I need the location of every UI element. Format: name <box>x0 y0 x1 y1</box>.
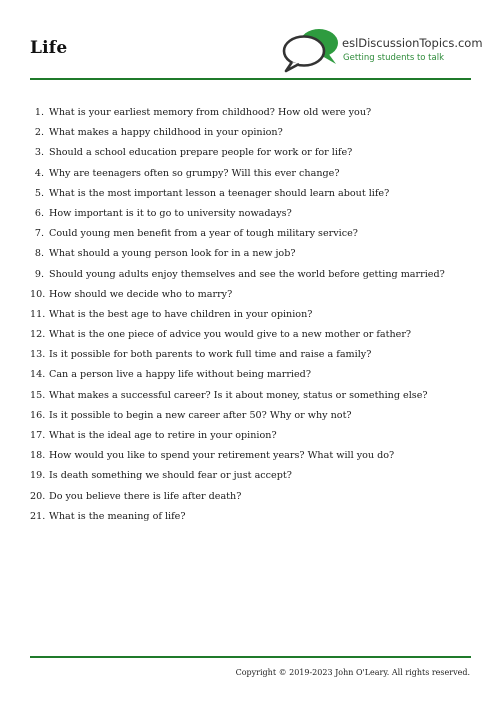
question-number: 13. <box>30 349 46 361</box>
header-divider <box>30 78 471 80</box>
question-item <box>30 187 470 207</box>
question-text: Could young men benefit from a year of tough military service? <box>49 228 358 240</box>
question-item <box>30 308 470 328</box>
question-item <box>30 429 470 449</box>
speech-bubbles-icon <box>280 26 342 74</box>
question-item <box>30 288 470 308</box>
question-text: Can a person live a happy life without being married? <box>49 369 311 381</box>
question-text: How would you like to spend your retirement years? What will you do? <box>49 450 395 462</box>
question-item <box>30 167 470 187</box>
question-text: Is death something we should fear or just accept? <box>49 470 292 482</box>
question-item <box>30 409 470 429</box>
footer-divider <box>30 656 471 658</box>
question-number: 8. <box>34 248 44 260</box>
question-text: Why are teenagers often so grumpy? Will this ever change? <box>49 167 340 179</box>
question-text: Should young adults enjoy themselves and see the world before getting married? <box>49 268 445 280</box>
question-text: How important is it to go to university nowadays? <box>49 207 292 219</box>
question-text: What is your earliest memory from childhood? How old were you? <box>49 107 372 118</box>
question-item <box>30 348 470 368</box>
question-number: 16. <box>30 409 46 421</box>
question-number: 10. <box>30 288 46 300</box>
question-text: What is the most important lesson a teenager should learn about life? <box>49 187 390 199</box>
brand-logo <box>280 26 483 74</box>
question-text: Should a school education prepare people for work or for life? <box>49 147 353 159</box>
question-item <box>30 207 470 227</box>
question-item <box>30 510 470 530</box>
question-number: 15. <box>30 389 46 401</box>
question-number: 2. <box>34 127 44 139</box>
question-item <box>30 449 470 469</box>
question-item <box>30 368 470 388</box>
question-text: What makes a happy childhood in your opinion? <box>49 127 283 139</box>
question-text: What is the best age to have children in your opinion? <box>49 308 313 320</box>
page-header <box>30 0 483 80</box>
question-text: What is the meaning of life? <box>49 510 186 522</box>
question-item <box>30 126 470 146</box>
question-text: What is the one piece of advice you would give to a new mother or father? <box>49 329 412 341</box>
question-item <box>30 106 470 126</box>
question-item <box>30 268 470 288</box>
question-text: Is it possible to begin a new career after 50? Why or why not? <box>49 409 352 421</box>
question-number: 17. <box>30 430 46 441</box>
question-number: 5. <box>34 187 44 199</box>
question-item <box>30 247 470 267</box>
question-item <box>30 490 470 510</box>
question-number: 21. <box>30 510 46 522</box>
brand-name: eslDiscussionTopics.com <box>342 36 483 50</box>
question-number: 19. <box>30 470 46 482</box>
question-number: 14. <box>30 369 46 381</box>
question-number: 9. <box>34 268 44 280</box>
question-number: 7. <box>34 228 44 240</box>
brand-tagline: Getting students to talk <box>343 53 445 63</box>
question-number: 4. <box>34 167 44 179</box>
copyright-notice: Copyright © 2019-2023 John O'Leary. All rights reserved. <box>235 668 470 677</box>
question-number: 3. <box>34 147 44 159</box>
question-number: 6. <box>34 207 44 219</box>
question-item <box>30 469 470 489</box>
question-number: 12. <box>30 329 46 341</box>
question-text: What makes a successful career? Is it about money, status or something else? <box>49 389 428 401</box>
question-number: 18. <box>30 450 46 462</box>
page-title: Life <box>30 38 68 58</box>
question-item <box>30 227 470 247</box>
question-text: What is the ideal age to retire in your opinion? <box>49 430 277 441</box>
question-text: What should a young person look for in a new job? <box>49 248 296 260</box>
question-text: Do you believe there is life after death? <box>49 490 242 502</box>
question-number: 1. <box>34 107 44 118</box>
question-text: Is it possible for both parents to work full time and raise a family? <box>49 349 372 361</box>
question-item <box>30 328 470 348</box>
question-number: 20. <box>30 490 46 502</box>
question-text: How should we decide who to marry? <box>49 288 233 300</box>
question-item <box>30 146 470 166</box>
question-item <box>30 389 470 409</box>
question-list <box>30 106 470 530</box>
question-number: 11. <box>30 308 46 320</box>
